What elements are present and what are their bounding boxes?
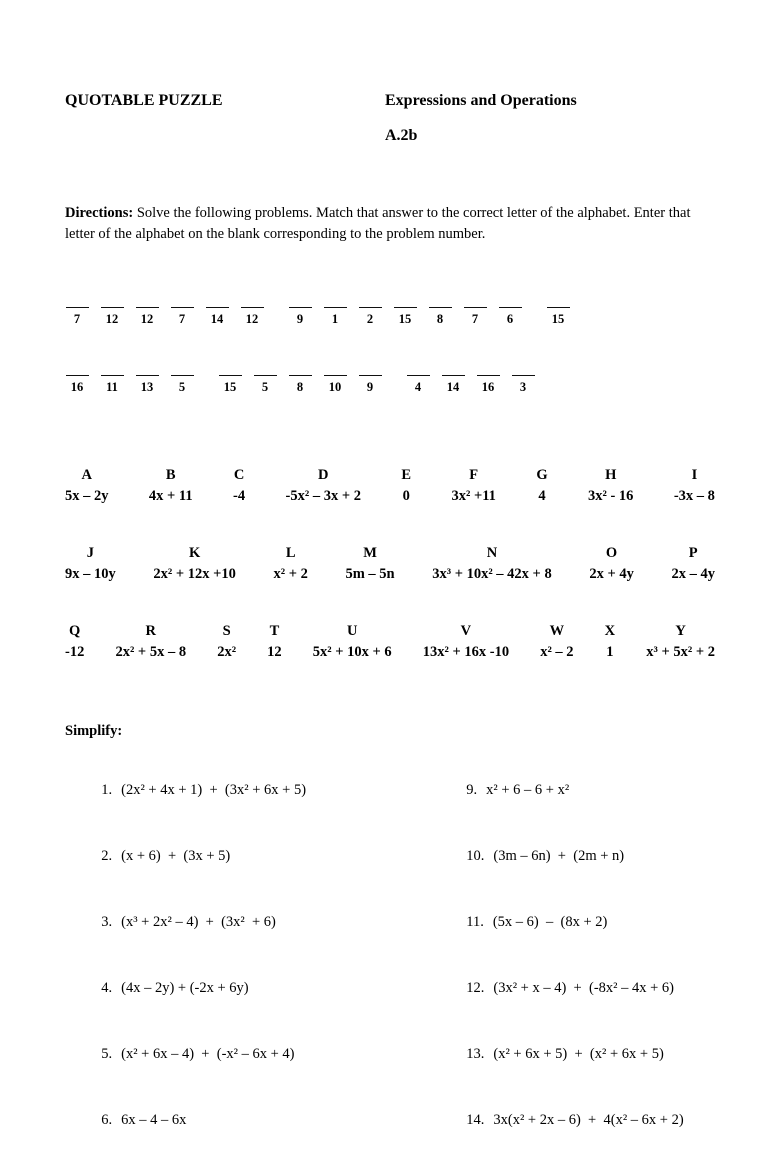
blank-cell: [511, 365, 535, 395]
problem-item: [430, 1092, 684, 1149]
blank-cell: [218, 365, 242, 395]
answer-key-expression: 4: [538, 488, 546, 505]
blank-group: [406, 365, 535, 395]
answer-key-expression: 3x² - 16: [588, 488, 634, 505]
answer-key-cell: [65, 623, 84, 661]
blank-line: [289, 297, 312, 308]
problem-expression: (4x – 2y) + (-2x + 6y): [121, 980, 249, 997]
problem-number: 13.: [466, 1046, 485, 1063]
blank-line: [477, 365, 500, 376]
problem-item: [65, 1026, 430, 1083]
answer-key-cell: [423, 623, 509, 661]
blank-number: 7: [73, 312, 81, 327]
answer-key-expression: 9x – 10y: [65, 566, 116, 583]
answer-key-expression: 4x + 11: [148, 488, 193, 505]
answer-key-letter: S: [222, 623, 231, 640]
blank-number: 11: [106, 380, 118, 395]
worksheet-subtitle: Expressions and Operations: [385, 92, 577, 109]
problems-right-column: [430, 762, 684, 1149]
blank-number: 16: [70, 380, 84, 395]
problem-item: [65, 960, 430, 1017]
worksheet-header: [65, 92, 710, 145]
answer-key-letter: Y: [675, 623, 686, 640]
answer-key-cell: [451, 467, 495, 505]
answer-key-expression: 2x – 4y: [671, 566, 715, 583]
answer-key-letter: D: [318, 467, 329, 484]
answer-key-letter: J: [86, 545, 94, 562]
blank-line: [429, 297, 452, 308]
blank-cell: [65, 365, 89, 395]
blank-cell: [463, 297, 487, 327]
answer-key-expression: 5x² + 10x + 6: [312, 644, 392, 661]
answer-key-cell: [149, 467, 193, 505]
answer-key-letter: H: [605, 467, 617, 484]
answer-key-cell: [115, 623, 186, 661]
blank-line: [547, 297, 570, 308]
blank-number: 12: [105, 312, 119, 327]
problem-number: 6.: [101, 1112, 113, 1129]
answer-key-cell: [536, 467, 547, 505]
answer-key-row-3: [65, 623, 715, 661]
blank-number: 8: [296, 380, 304, 395]
answer-key-letter: C: [233, 467, 245, 484]
answer-key-expression: x² + 2: [273, 566, 308, 583]
blank-cell: [288, 297, 312, 327]
problem-item: [430, 960, 684, 1017]
problem-item: [430, 894, 684, 951]
blank-line: [442, 365, 465, 376]
answer-key-row-1: [65, 467, 715, 505]
answer-key-expression: -12: [65, 644, 85, 661]
answer-key-cell: [217, 623, 236, 661]
problem-item: [65, 828, 430, 885]
answer-key-letter: R: [145, 623, 156, 640]
answer-key-expression: 2x² + 12x +10: [153, 566, 236, 583]
blank-number: 7: [471, 312, 479, 327]
problem-number: 9.: [466, 782, 478, 799]
answer-key-cell: [588, 467, 633, 505]
blank-cell: [323, 297, 347, 327]
answer-key-cell: [432, 545, 551, 583]
problem-item: [430, 762, 684, 819]
blank-cell: [253, 365, 277, 395]
problem-item: [430, 1026, 684, 1083]
problem-item: [65, 762, 430, 819]
answer-key-cell: [153, 545, 236, 583]
answer-key-letter: E: [401, 467, 412, 484]
answer-key-expression: 3x² +11: [451, 488, 496, 505]
simplify-heading: Simplify:: [65, 723, 123, 740]
problem-item: [430, 828, 684, 885]
blank-cell: [406, 365, 430, 395]
answer-key-cell: [345, 545, 394, 583]
blank-line: [394, 297, 417, 308]
blank-line: [66, 297, 89, 308]
answer-blanks-row-1: [65, 297, 710, 327]
blank-number: 1: [331, 312, 339, 327]
answer-blanks-row-2: [65, 365, 710, 395]
worksheet-title: QUOTABLE PUZZLE: [65, 92, 223, 109]
blank-number: 6: [506, 312, 514, 327]
blank-line: [324, 365, 347, 376]
worksheet-standard-code: A.2b: [385, 127, 418, 144]
answer-key-cell: [401, 467, 411, 505]
problem-expression: 6x – 4 – 6x: [121, 1112, 187, 1129]
answer-key-letter: F: [469, 467, 479, 484]
answer-key-cell: [605, 623, 615, 661]
answer-key-letter: B: [165, 467, 176, 484]
blank-cell: [170, 365, 194, 395]
blank-line: [464, 297, 487, 308]
answer-key-letter: A: [81, 467, 92, 484]
answer-key-cell: [273, 545, 307, 583]
answer-key-letter: W: [549, 623, 565, 640]
blank-line: [359, 297, 382, 308]
problems-section: [65, 762, 710, 1149]
blank-number: 15: [551, 312, 565, 327]
blank-number: 14: [210, 312, 224, 327]
blank-number: 8: [436, 312, 444, 327]
answer-key-expression: 0: [402, 488, 410, 505]
blank-cell: [358, 297, 382, 327]
blank-cell: [170, 297, 194, 327]
answer-key-expression: x² – 2: [540, 644, 574, 661]
blank-number: 4: [414, 380, 422, 395]
answer-key-cell: [267, 623, 282, 661]
answer-key-expression: -3x – 8: [673, 488, 715, 505]
blank-cell: [100, 297, 124, 327]
problem-expression: (3x² + x – 4) + (-8x² – 4x + 6): [493, 980, 674, 997]
answer-key-cell: [313, 623, 392, 661]
blank-number: 12: [140, 312, 154, 327]
blank-number: 15: [223, 380, 237, 395]
answer-key-expression: 1: [606, 644, 614, 661]
blank-line: [407, 365, 430, 376]
problem-number: 5.: [101, 1046, 113, 1063]
blank-cell: [240, 297, 264, 327]
answer-key-expression: -5x² – 3x + 2: [285, 488, 361, 505]
blank-line: [289, 365, 312, 376]
blank-line: [512, 365, 535, 376]
blank-number: 2: [366, 312, 374, 327]
blank-group: [65, 365, 194, 395]
problem-expression: (x² + 6x + 5) + (x² + 6x + 5): [493, 1046, 664, 1063]
blank-cell: [135, 365, 159, 395]
problem-number: 14.: [466, 1112, 485, 1129]
problem-expression: (x³ + 2x² – 4) + (3x² + 6): [121, 914, 276, 931]
blank-cell: [135, 297, 159, 327]
blank-cell: [393, 297, 417, 327]
blank-number: 13: [140, 380, 154, 395]
answer-key-cell: [646, 623, 715, 661]
blank-cell: [441, 365, 465, 395]
problem-expression: (x² + 6x – 4) + (-x² – 6x + 4): [121, 1046, 295, 1063]
answer-key-letter: U: [346, 623, 358, 640]
blank-line: [136, 365, 159, 376]
blank-cell: [476, 365, 500, 395]
blank-cell: [65, 297, 89, 327]
problem-number: 3.: [101, 914, 113, 931]
blank-line: [254, 365, 277, 376]
blank-cell: [428, 297, 452, 327]
blank-group: [218, 365, 382, 395]
blank-group: [546, 297, 570, 327]
blank-number: 16: [481, 380, 495, 395]
answer-key-letter: G: [536, 467, 548, 484]
blank-group: [288, 297, 522, 327]
answer-key-cell: [65, 467, 109, 505]
blank-line: [359, 365, 382, 376]
answer-key-expression: 2x + 4y: [589, 566, 634, 583]
answer-key-letter: Q: [69, 623, 81, 640]
blank-cell: [205, 297, 229, 327]
blank-number: 9: [296, 312, 304, 327]
problem-number: 12.: [466, 980, 485, 997]
problem-expression: (3m – 6n) + (2m + n): [493, 848, 625, 865]
answer-key-letter: P: [688, 545, 698, 562]
answer-key-cell: [671, 545, 715, 583]
blank-line: [136, 297, 159, 308]
problem-expression: (2x² + 4x + 1) + (3x² + 6x + 5): [121, 782, 307, 799]
answer-key-letter: T: [269, 623, 280, 640]
answer-key-expression: 2x²: [217, 644, 237, 661]
directions-label: Directions:: [65, 205, 134, 221]
worksheet-header-right: [385, 92, 577, 145]
blank-number: 5: [261, 380, 269, 395]
blank-cell: [498, 297, 522, 327]
blank-line: [499, 297, 522, 308]
blank-cell: [546, 297, 570, 327]
directions-text: Solve the following problems. Match that answer to the correct letter of the alphabet. Enter that letter of the alphabet on the blank corresponding to the problem number.: [65, 205, 691, 243]
blank-line: [206, 297, 229, 308]
blank-group: [65, 297, 264, 327]
answer-key-expression: 13x² + 16x -10: [422, 644, 510, 661]
blank-number: 10: [328, 380, 342, 395]
answer-key-cell: [540, 623, 573, 661]
problem-expression: 3x(x² + 2x – 6) + 4(x² – 6x + 2): [493, 1112, 684, 1129]
problem-expression: (5x – 6) – (8x + 2): [492, 914, 608, 931]
answer-key-expression: 2x² + 5x – 8: [115, 644, 187, 661]
blank-line: [66, 365, 89, 376]
answer-key-cell: [233, 467, 245, 505]
blank-number: 14: [446, 380, 460, 395]
blank-number: 15: [398, 312, 412, 327]
problem-number: 10.: [466, 848, 485, 865]
answer-key-cell: [65, 545, 116, 583]
problem-number: 1.: [101, 782, 113, 799]
blank-number: 9: [366, 380, 374, 395]
problem-number: 11.: [466, 914, 484, 931]
blank-cell: [100, 365, 124, 395]
answer-key-letter: I: [691, 467, 698, 484]
answer-key-letter: M: [363, 545, 377, 562]
directions-paragraph: [65, 203, 710, 245]
blank-number: 12: [245, 312, 259, 327]
answer-key-expression: -4: [233, 488, 246, 505]
blank-line: [324, 297, 347, 308]
blank-cell: [323, 365, 347, 395]
answer-key-letter: K: [188, 545, 201, 562]
answer-key-cell: [674, 467, 715, 505]
answer-key-letter: X: [604, 623, 616, 640]
blank-number: 5: [178, 380, 186, 395]
answer-key-expression: 5m – 5n: [345, 566, 395, 583]
problem-item: [65, 1092, 430, 1149]
blank-line: [101, 365, 124, 376]
problem-number: 2.: [101, 848, 113, 865]
answer-key-letter: N: [486, 545, 498, 562]
blank-line: [219, 365, 242, 376]
blank-line: [101, 297, 124, 308]
problem-expression: x² + 6 – 6 + x²: [486, 782, 570, 799]
answer-key-row-2: [65, 545, 715, 583]
answer-key-cell: [286, 467, 361, 505]
blank-line: [171, 297, 194, 308]
answer-key-letter: V: [460, 623, 472, 640]
blank-line: [171, 365, 194, 376]
problem-expression: (x + 6) + (3x + 5): [121, 848, 231, 865]
answer-key-expression: 3x³ + 10x² – 42x + 8: [432, 566, 552, 583]
blank-number: 3: [519, 380, 527, 395]
blank-cell: [288, 365, 312, 395]
answer-key-cell: [589, 545, 634, 583]
answer-key-letter: O: [605, 545, 618, 562]
answer-key-expression: 12: [267, 644, 282, 661]
problems-left-column: [65, 762, 430, 1149]
answer-key-expression: x³ + 5x² + 2: [646, 644, 715, 661]
problem-number: 4.: [101, 980, 113, 997]
blank-cell: [358, 365, 382, 395]
problem-item: [65, 894, 430, 951]
answer-key-expression: 5x – 2y: [65, 488, 109, 505]
answer-key-letter: L: [285, 545, 296, 562]
blank-line: [241, 297, 264, 308]
blank-number: 7: [178, 312, 186, 327]
